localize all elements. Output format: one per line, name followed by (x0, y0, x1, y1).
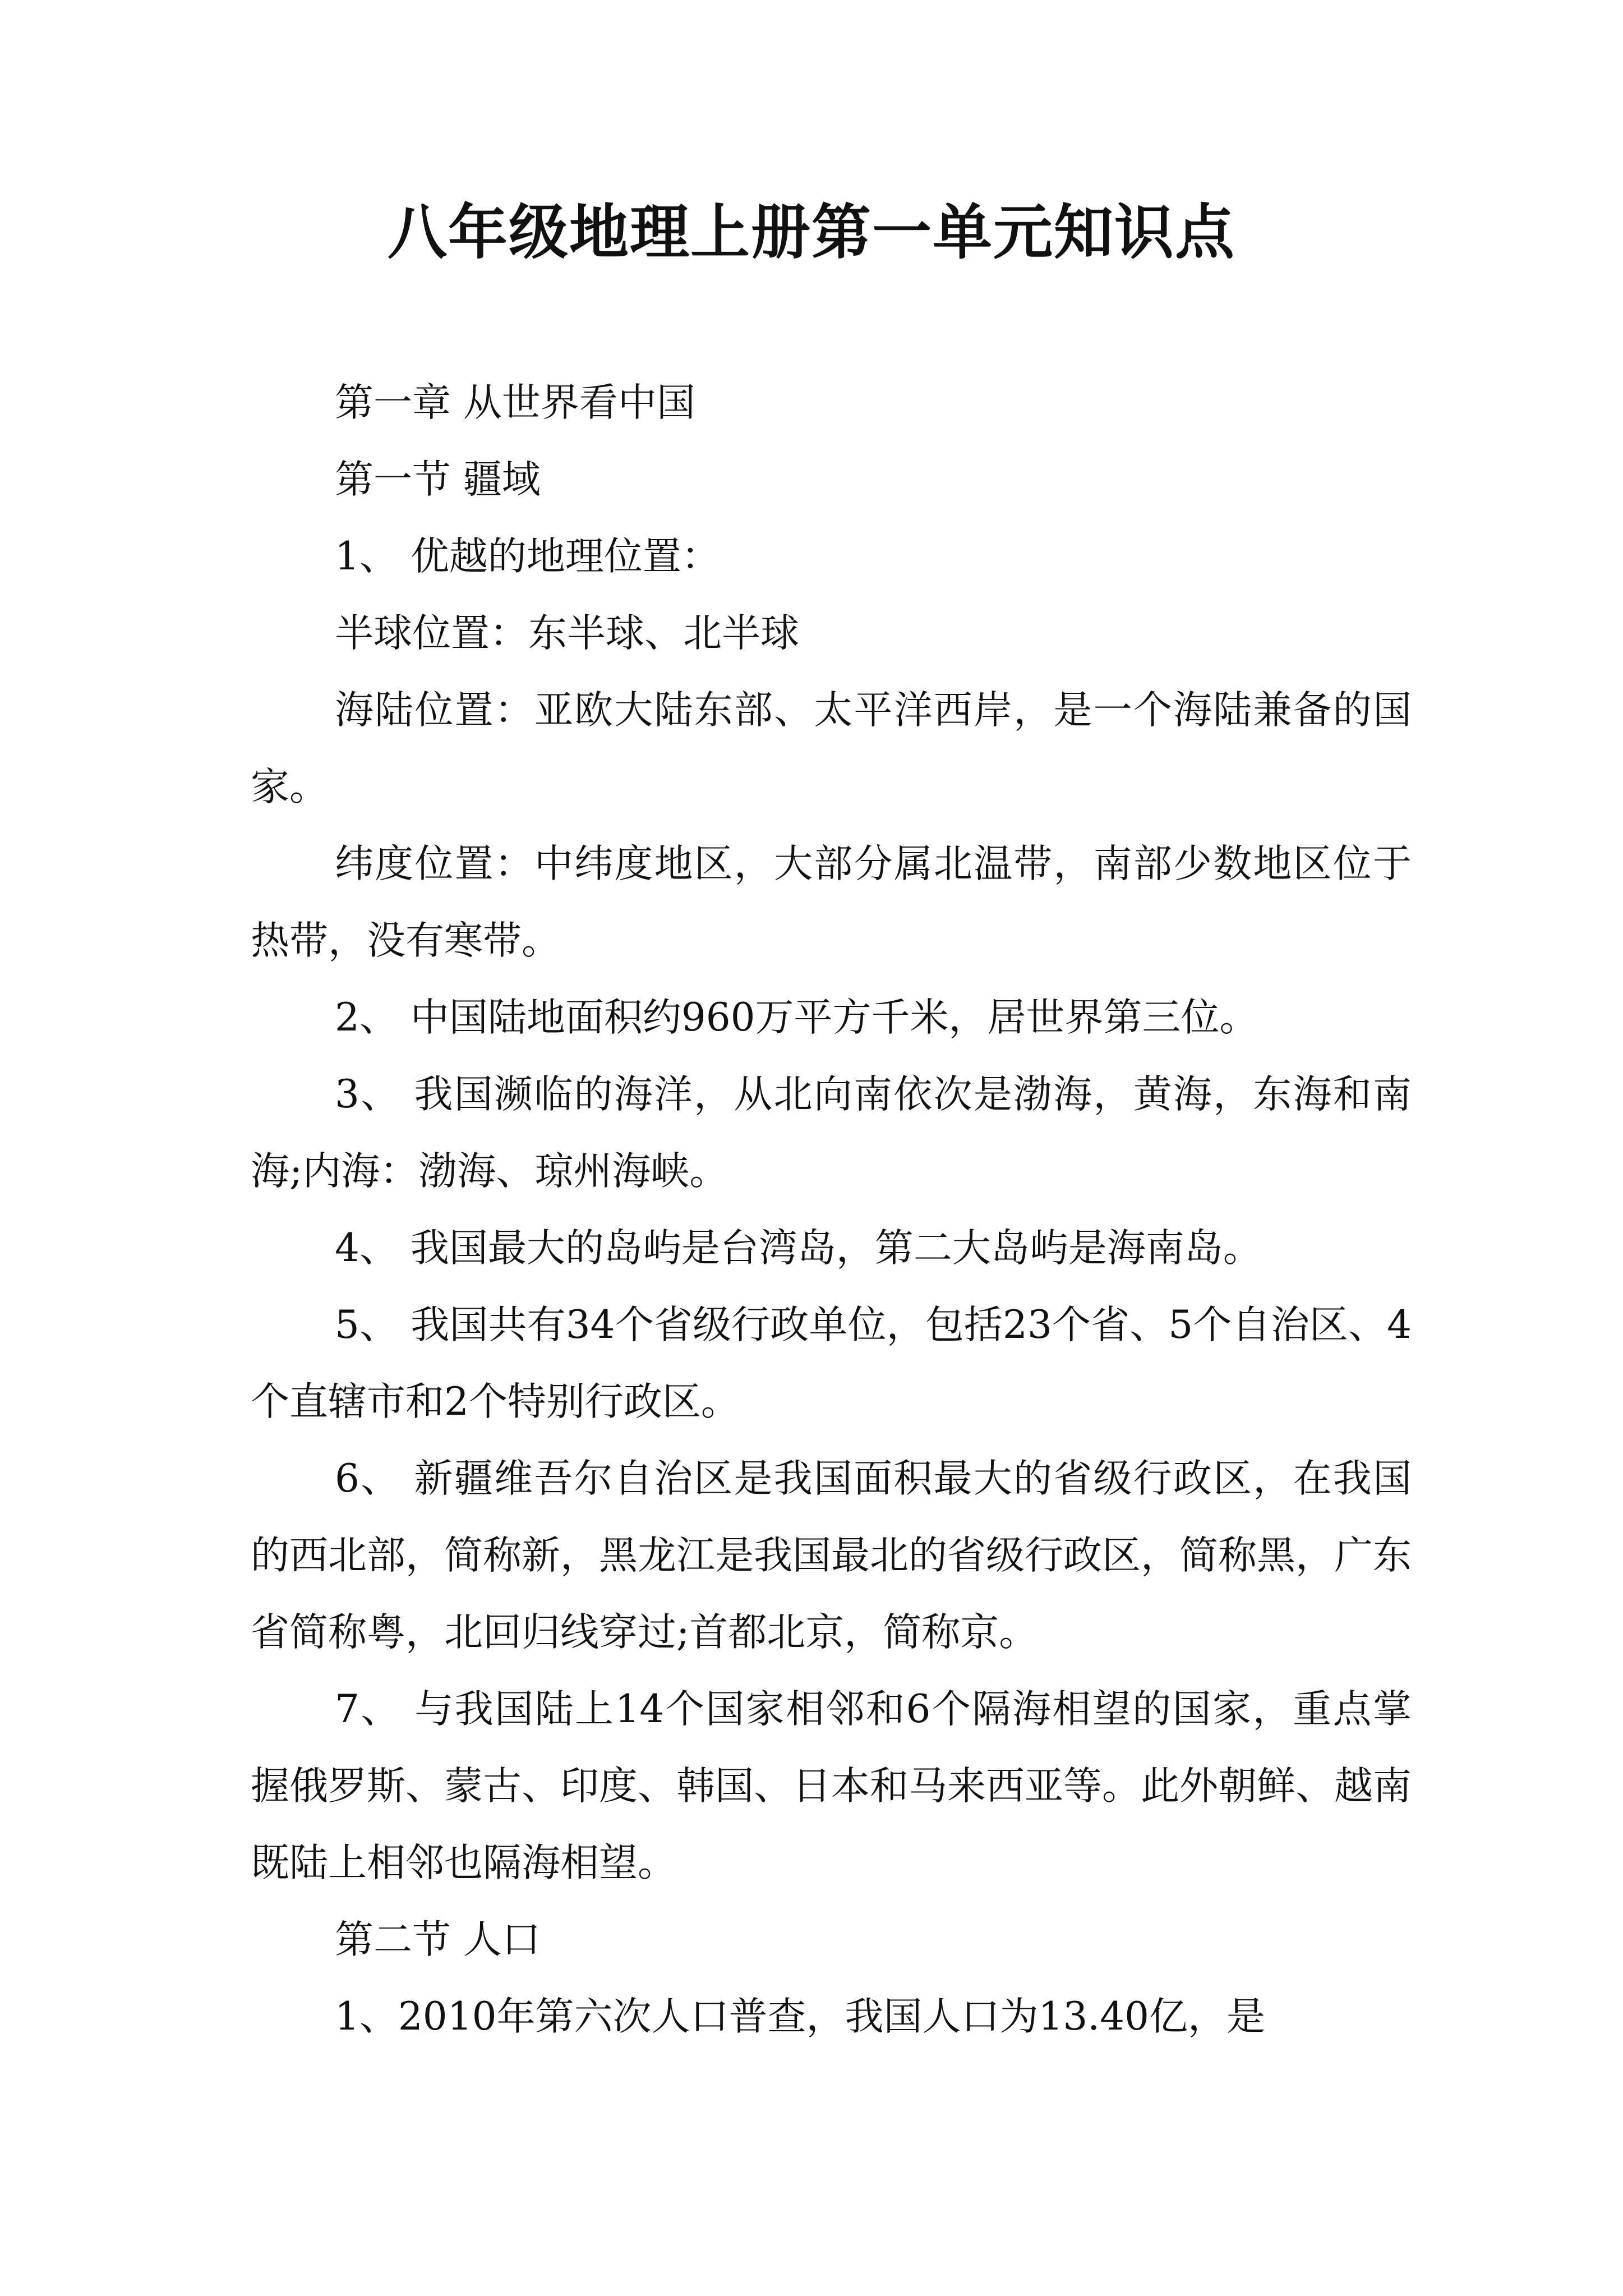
document-body (251, 365, 1412, 2055)
paragraph: 1、2010年第六次人口普查，我国人口为13.40亿，是 (335, 1994, 1266, 2039)
paragraph: 纬度位置：中纬度地区，大部分属北温带，南部少数地区位于热带，没有寒带。 (251, 841, 1412, 963)
paragraph: 7、 与我国陆上14个国家相邻和6个隔海相望的国家，重点掌握俄罗斯、蒙古、印度、韩国、日本和马来西亚等。此外朝鲜、越南既陆上相邻也隔海相望。 (251, 1687, 1412, 1885)
paragraph: 1、 优越的地理位置： (335, 534, 720, 579)
paragraph: 6、 新疆维吾尔自治区是我国面积最大的省级行政区，在我国的西北部，简称新，黑龙江是我国最北的省级行政区，简称黑，广东省简称粤，北回归线穿过;首都北京，简称京。 (251, 1456, 1412, 1655)
paragraph: 3、 我国濒临的海洋，从北向南依次是渤海，黄海，东海和南海;内海：渤海、琼州海峡。 (251, 1072, 1412, 1194)
document-title: 八年级地理上册第一单元知识点 (388, 198, 1235, 267)
section-heading: 第一节 疆域 (335, 457, 541, 502)
paragraph: 5、 我国共有34个省级行政单位，包括23个省、5个自治区、4个直辖市和2个特别行政区。 (251, 1303, 1412, 1424)
paragraph: 海陆位置：亚欧大陆东部、太平洋西岸，是一个海陆兼备的国家。 (251, 688, 1412, 809)
section-heading: 第二节 人口 (335, 1917, 541, 1962)
paragraph: 2、 中国陆地面积约960万平方千米，居世界第三位。 (335, 995, 1258, 1040)
paragraph: 半球位置：东半球、北半球 (335, 611, 799, 656)
chapter-heading: 第一章 从世界看中国 (335, 380, 695, 425)
paragraph: 4、 我国最大的岛屿是台湾岛，第二大岛屿是海南岛。 (335, 1226, 1262, 1271)
